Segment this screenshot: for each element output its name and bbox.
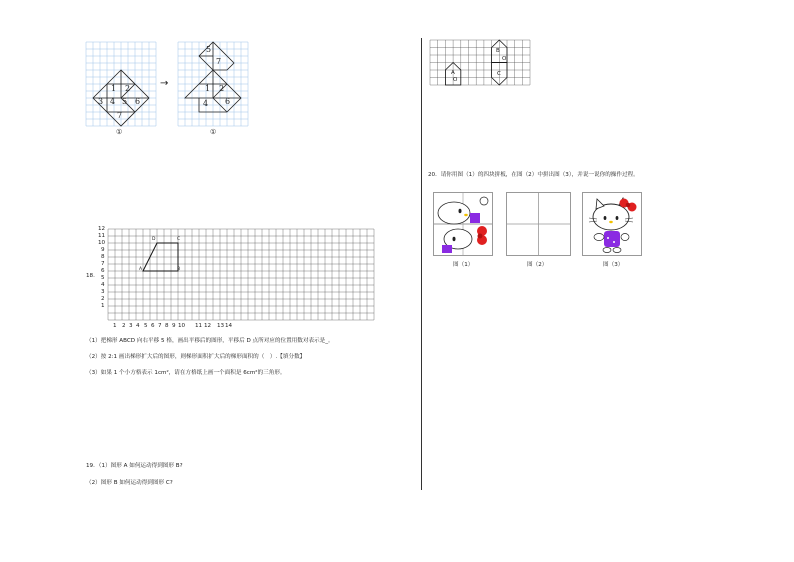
q20-figure-1 <box>433 192 493 256</box>
tangram-grid-right <box>178 42 248 128</box>
point-label-a: A <box>139 267 143 272</box>
y-tick-7: 7 <box>101 261 105 267</box>
x-tick-6: 6 <box>151 323 155 329</box>
q18-coordinate-grid <box>108 229 374 321</box>
y-tick-12: 12 <box>98 226 106 232</box>
x-tick-4: 4 <box>136 323 140 329</box>
y-tick-10: 10 <box>98 240 106 246</box>
tangram-left-label-5: 5 <box>122 97 128 106</box>
q19-label-o1: O <box>453 77 458 83</box>
point-label-d: D <box>152 237 156 242</box>
tangram-right-label-2: 2 <box>219 84 225 93</box>
tangram-right-label-6: 6 <box>225 97 231 106</box>
tangram-left-caption: ① <box>116 128 123 136</box>
y-tick-1: 1 <box>101 303 105 309</box>
tangram-left-label-1: 1 <box>111 84 117 93</box>
q20-figure-2 <box>506 192 571 256</box>
x-tick-2: 2 <box>122 323 126 329</box>
tangram-left-label-3: 3 <box>98 97 104 106</box>
y-tick-2: 2 <box>101 296 105 302</box>
q20-question: 20．请你用图（1）的四块拼板，在图（2）中拼出图（3），并说一说你的操作过程。 <box>428 172 639 178</box>
q20-caption-3: 图（3） <box>603 262 624 268</box>
q19-label-o2: O <box>502 56 507 62</box>
tangram-right-label-1: 1 <box>205 84 211 93</box>
tangram-right-label-5: 5 <box>206 45 212 54</box>
q20-caption-1: 图（1） <box>453 262 474 268</box>
x-tick-7: 7 <box>158 323 162 329</box>
x-tick-11: 11 <box>195 323 203 329</box>
y-tick-3: 3 <box>101 289 105 295</box>
tangram-left-label-6: 6 <box>135 97 141 106</box>
x-tick-3: 3 <box>129 323 133 329</box>
q18-number: 18. <box>86 273 95 279</box>
x-tick-1: 1 <box>113 323 117 329</box>
x-tick-5: 5 <box>144 323 148 329</box>
q20-caption-2: 图（2） <box>527 262 548 268</box>
tangram-left-label-7: 7 <box>117 111 123 120</box>
tangram-left-label-4: 4 <box>110 97 116 106</box>
x-tick-10: 10 <box>178 323 186 329</box>
y-tick-11: 11 <box>98 233 106 239</box>
point-label-b: B <box>177 267 181 272</box>
column-divider <box>421 38 422 490</box>
tangram-left-label-2: 2 <box>125 84 131 93</box>
q19-label-b: B <box>496 48 500 54</box>
y-tick-4: 4 <box>101 282 105 288</box>
q19-label-c: C <box>497 71 501 77</box>
x-tick-12: 12 <box>204 323 212 329</box>
tangram-right-label-4: 4 <box>203 99 209 108</box>
x-tick-13: 13 <box>217 323 225 329</box>
q18-subquestion-1: （1）把梯形 ABCD 向右平移 5 格，画出平移后的图形，平移后 D 点所对应的位置用数对表示是_。 <box>86 338 334 344</box>
q19-subquestion-2: （2）图形 B 如何运动得到图形 C? <box>86 480 173 486</box>
x-tick-14: 14 <box>225 323 233 329</box>
q18-subquestion-2: （2）按 2:1 画出梯形扩大后的图形，则梯形面积扩大后的梯形面积的（ ）.【填分数】 <box>86 354 306 360</box>
y-tick-8: 8 <box>101 254 105 260</box>
y-tick-9: 9 <box>101 247 105 253</box>
x-tick-9: 9 <box>172 323 176 329</box>
q19-label-a: A <box>451 70 455 76</box>
y-tick-5: 5 <box>101 275 105 281</box>
tangram-right-caption: ① <box>210 128 217 136</box>
q19-subquestion-1: 19．（1）图形 A 如何运动得到图形 B? <box>86 463 183 469</box>
x-tick-8: 8 <box>165 323 169 329</box>
point-label-c: C <box>177 237 181 242</box>
tangram-right-label-7: 7 <box>216 57 222 66</box>
q20-figure-3 <box>582 192 642 256</box>
y-tick-6: 6 <box>101 268 105 274</box>
q18-subquestion-3: （3）如果 1 个小方格表示 1cm²，请在方格纸上画一个面积是 6cm²的三角形。 <box>86 370 286 376</box>
q19-grid-figure <box>430 40 530 85</box>
transform-arrow: → <box>160 78 169 89</box>
